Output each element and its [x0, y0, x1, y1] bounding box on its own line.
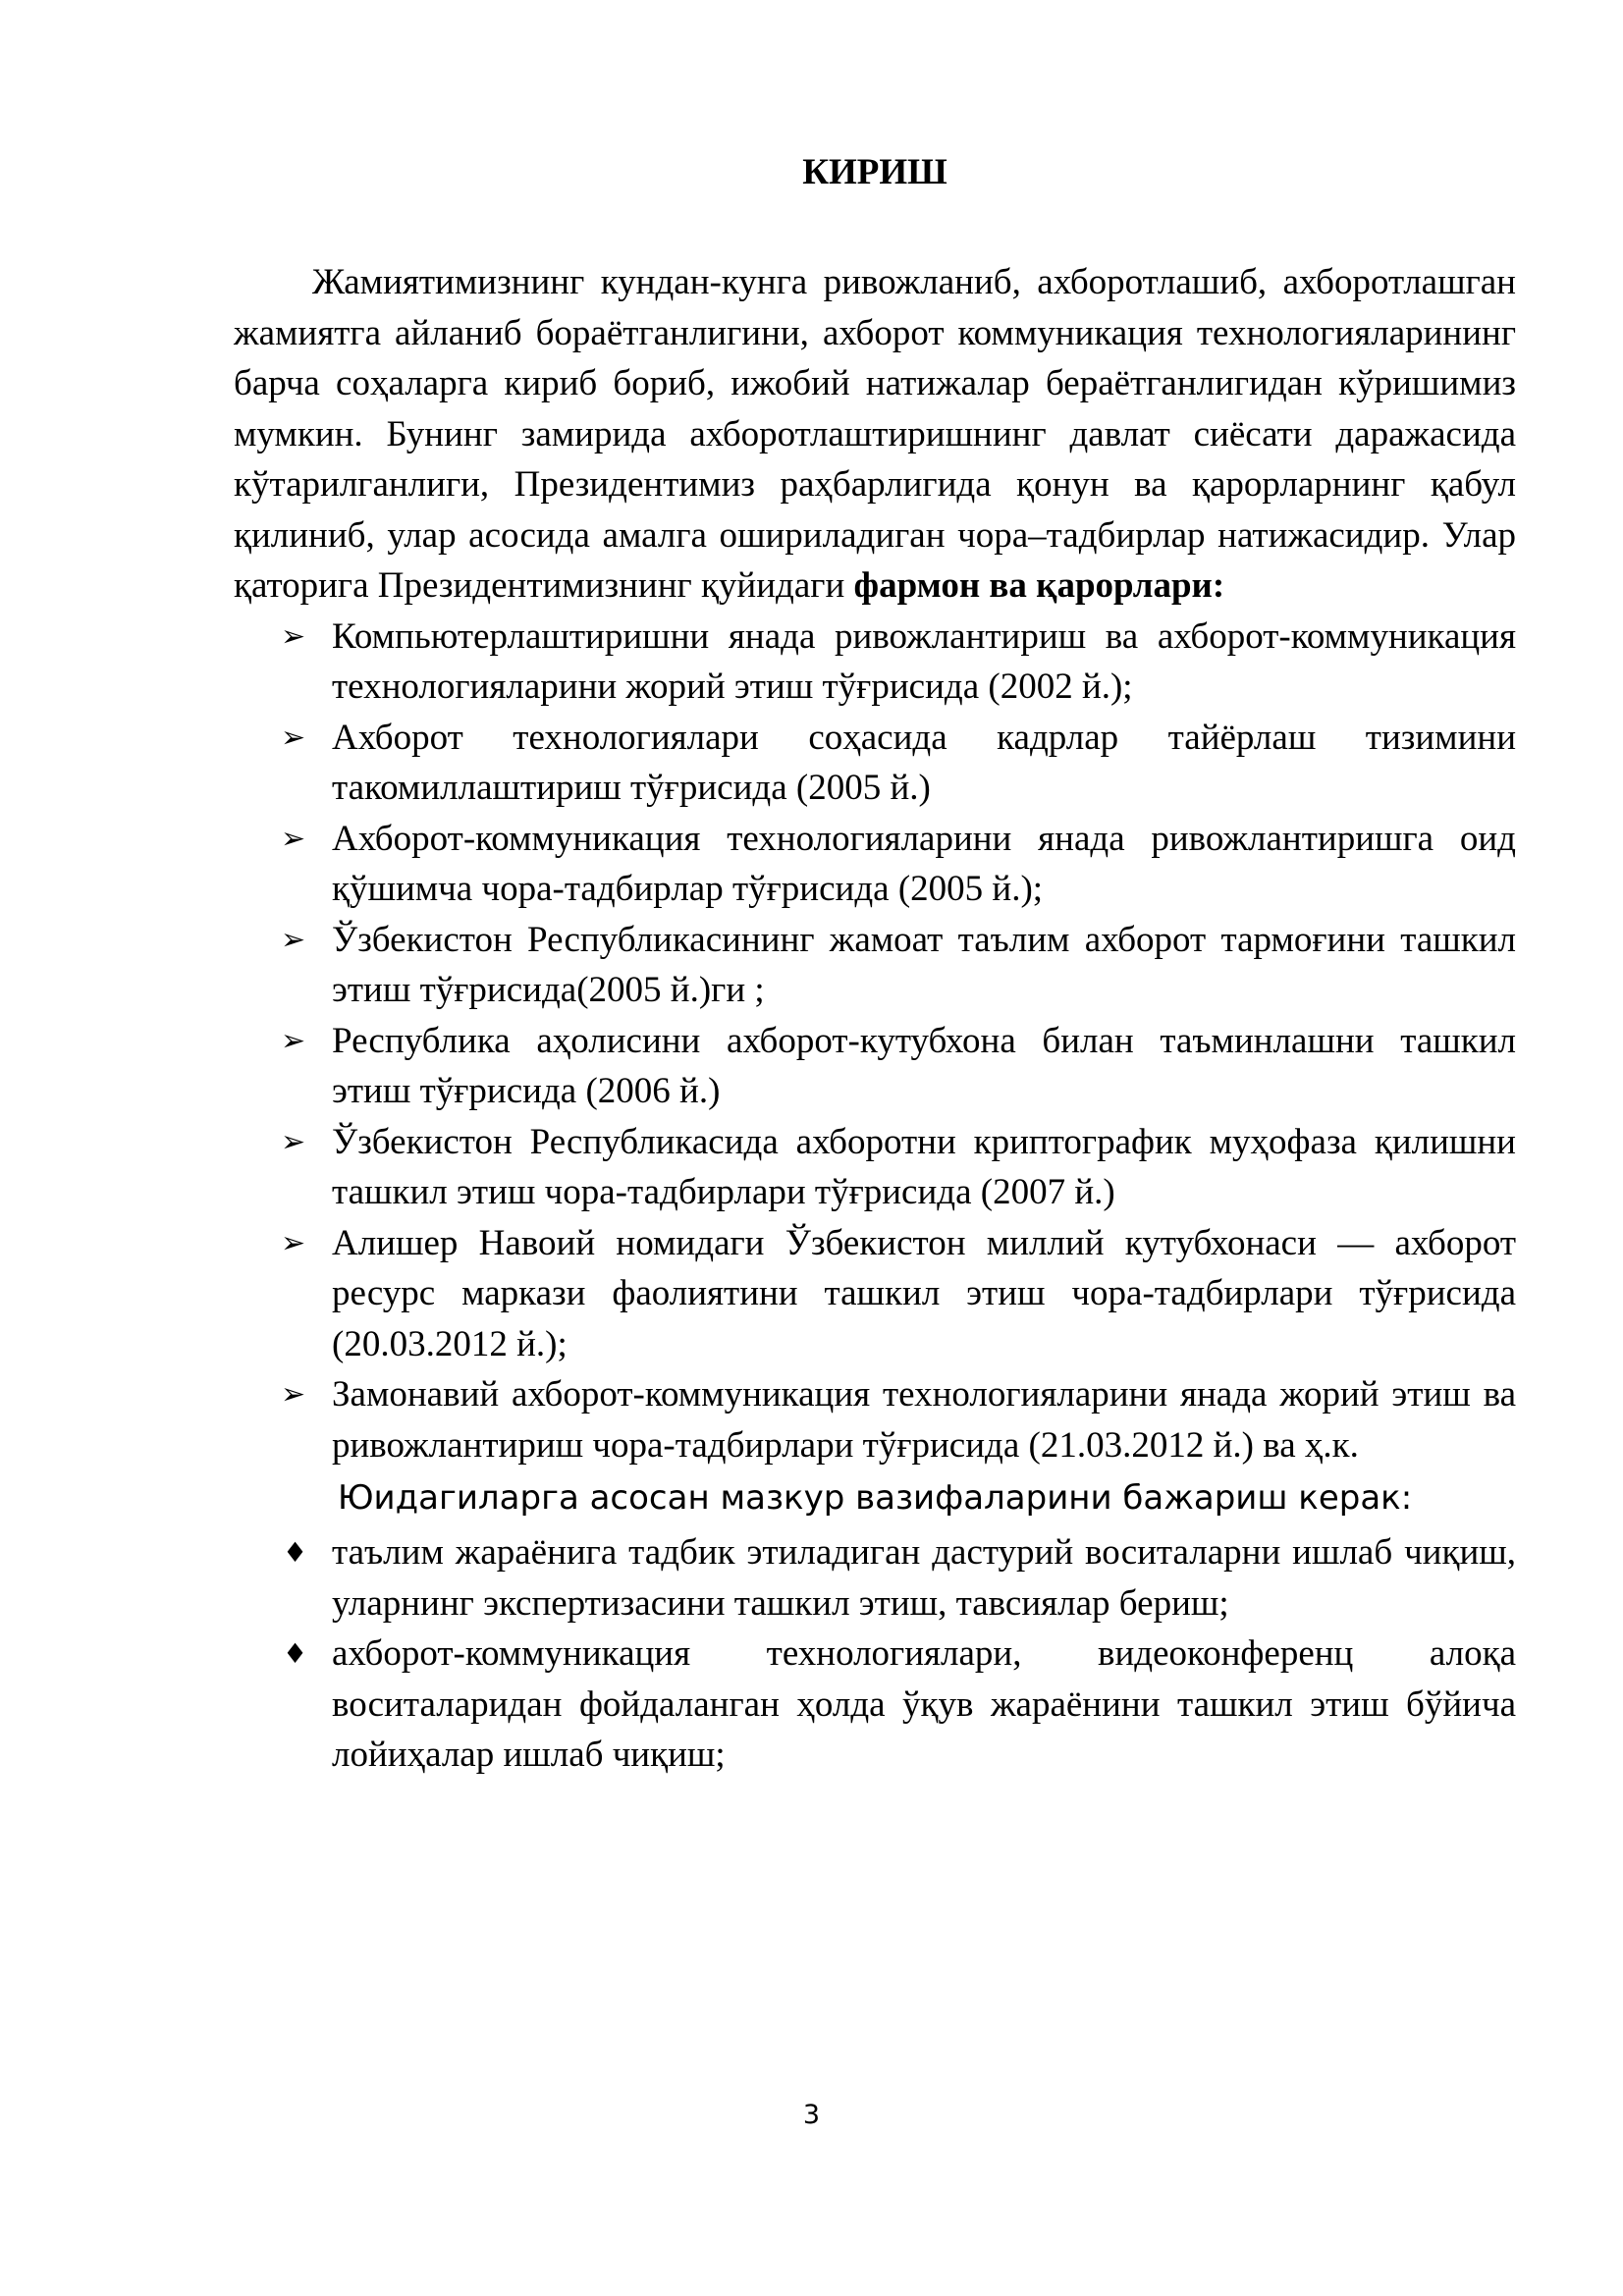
list-item: [234, 612, 1516, 713]
decree-text: Ўзбекистон Республикасида ахборотни криптографик муҳофаза қилишни ташкил этиш чора-тадбирлари тўғрисида (2007 й.): [332, 1121, 1516, 1212]
document-page: [234, 147, 1516, 1781]
intro-bold-text: фармон ва қарорлари:: [853, 565, 1225, 606]
diamond-bullet-icon: ♦: [283, 1536, 308, 1569]
diamond-bullet-icon: ♦: [283, 1637, 308, 1670]
arrow-bullet-icon: ➢: [281, 720, 306, 755]
list-item: [234, 915, 1516, 1016]
page-title: КИРИШ: [802, 152, 947, 192]
task-text: ахборот-коммуникация технологиялари, видеоконференц алоқа воситаларидан фойдаланган ҳолда ўқув жараёнини ташкил этиш бўйича лойиҳалар ишлаб чиқиш;: [332, 1633, 1516, 1775]
arrow-bullet-icon: ➢: [281, 1377, 306, 1412]
page-number: 3: [802, 2100, 821, 2130]
arrow-bullet-icon: ➢: [281, 922, 306, 957]
decree-text: Компьютерлаштиришни янада ривожлантириш ва ахборот-коммуникация технологияларини жорий этиш тўғрисида (2002 й.);: [332, 615, 1516, 707]
list-item: [234, 713, 1516, 814]
list-item: [234, 1629, 1516, 1781]
task-list: [234, 1527, 1516, 1781]
intro-text: Жамиятимизнинг кундан-кунга ривожланиб, ахборотлашиб, ахборотлашган жамиятга айланиб бораётганлигини, ахборот коммуникация технологияларининг барча соҳаларга кириб бориб, ижобий натижалар бераётганлигидан кўришимиз мумкин. Бунинг замирида ахборотлаштиришнинг давлат сиёсати даражасида кўтарилганлиги, Президентимиз раҳбарлигида қонун ва қарорларнинг қабул қилиниб, улар асосида амалга ошириладиган чора–тадбирлар натижасидир. Улар қаторига Президентимизнинг қуйидаги: [234, 262, 1516, 606]
decree-text: Республика аҳолисини ахборот-кутубхона билан таъминлашни ташкил этиш тўғрисида (2006 й.): [332, 1020, 1516, 1111]
decree-text: Ахборот-коммуникация технологияларини янада ривожлантиришга оид қўшимча чора-тадбирлар тўғрисида (2005 й.);: [332, 818, 1516, 909]
list-item: [234, 1218, 1516, 1370]
decree-text: Ўзбекистон Республикасининг жамоат таълим ахборот тармоғини ташкил этиш тўғрисида(2005 й.)ги ;: [332, 919, 1516, 1010]
task-text: таълим жараёнига тадбик этиладиган дастурий воситаларни ишлаб чиқиш, уларнинг экспертизасини ташкил этиш, тавсиялар бериш;: [332, 1532, 1516, 1624]
decree-text: Алишер Навоий номидаги Ўзбекистон миллий кутубхонаси — ахборот ресурс маркази фаолиятини ташкил этиш чора-тадбирлари тўғрисида (20.03.2012 й.);: [332, 1222, 1516, 1364]
list-item: [234, 1117, 1516, 1218]
decree-text: Замонавий ахборот-коммуникация технологияларини янада жорий этиш ва ривожлантириш чора-тадбирлари тўғрисида (21.03.2012 й.) ва ҳ.к.: [332, 1374, 1516, 1466]
list-item: [234, 1369, 1516, 1470]
intro-paragraph: [234, 257, 1516, 612]
arrow-bullet-icon: ➢: [281, 1023, 306, 1058]
arrow-bullet-icon: ➢: [281, 821, 306, 856]
decree-text: Ахборот технологиялари соҳасида кадрлар тайёрлаш тизимини такомиллаштириш тўғрисида (2005 й.): [332, 717, 1516, 808]
arrow-bullet-icon: ➢: [281, 618, 306, 654]
arrow-bullet-icon: ➢: [281, 1225, 306, 1260]
decree-list: [234, 612, 1516, 1471]
list-item: [234, 814, 1516, 915]
list-item: [234, 1016, 1516, 1117]
arrow-bullet-icon: ➢: [281, 1124, 306, 1159]
list-item: [234, 1527, 1516, 1629]
tasks-heading: Юидагиларга асосан мазкур вазифаларини бажариш керак:: [337, 1478, 1413, 1518]
